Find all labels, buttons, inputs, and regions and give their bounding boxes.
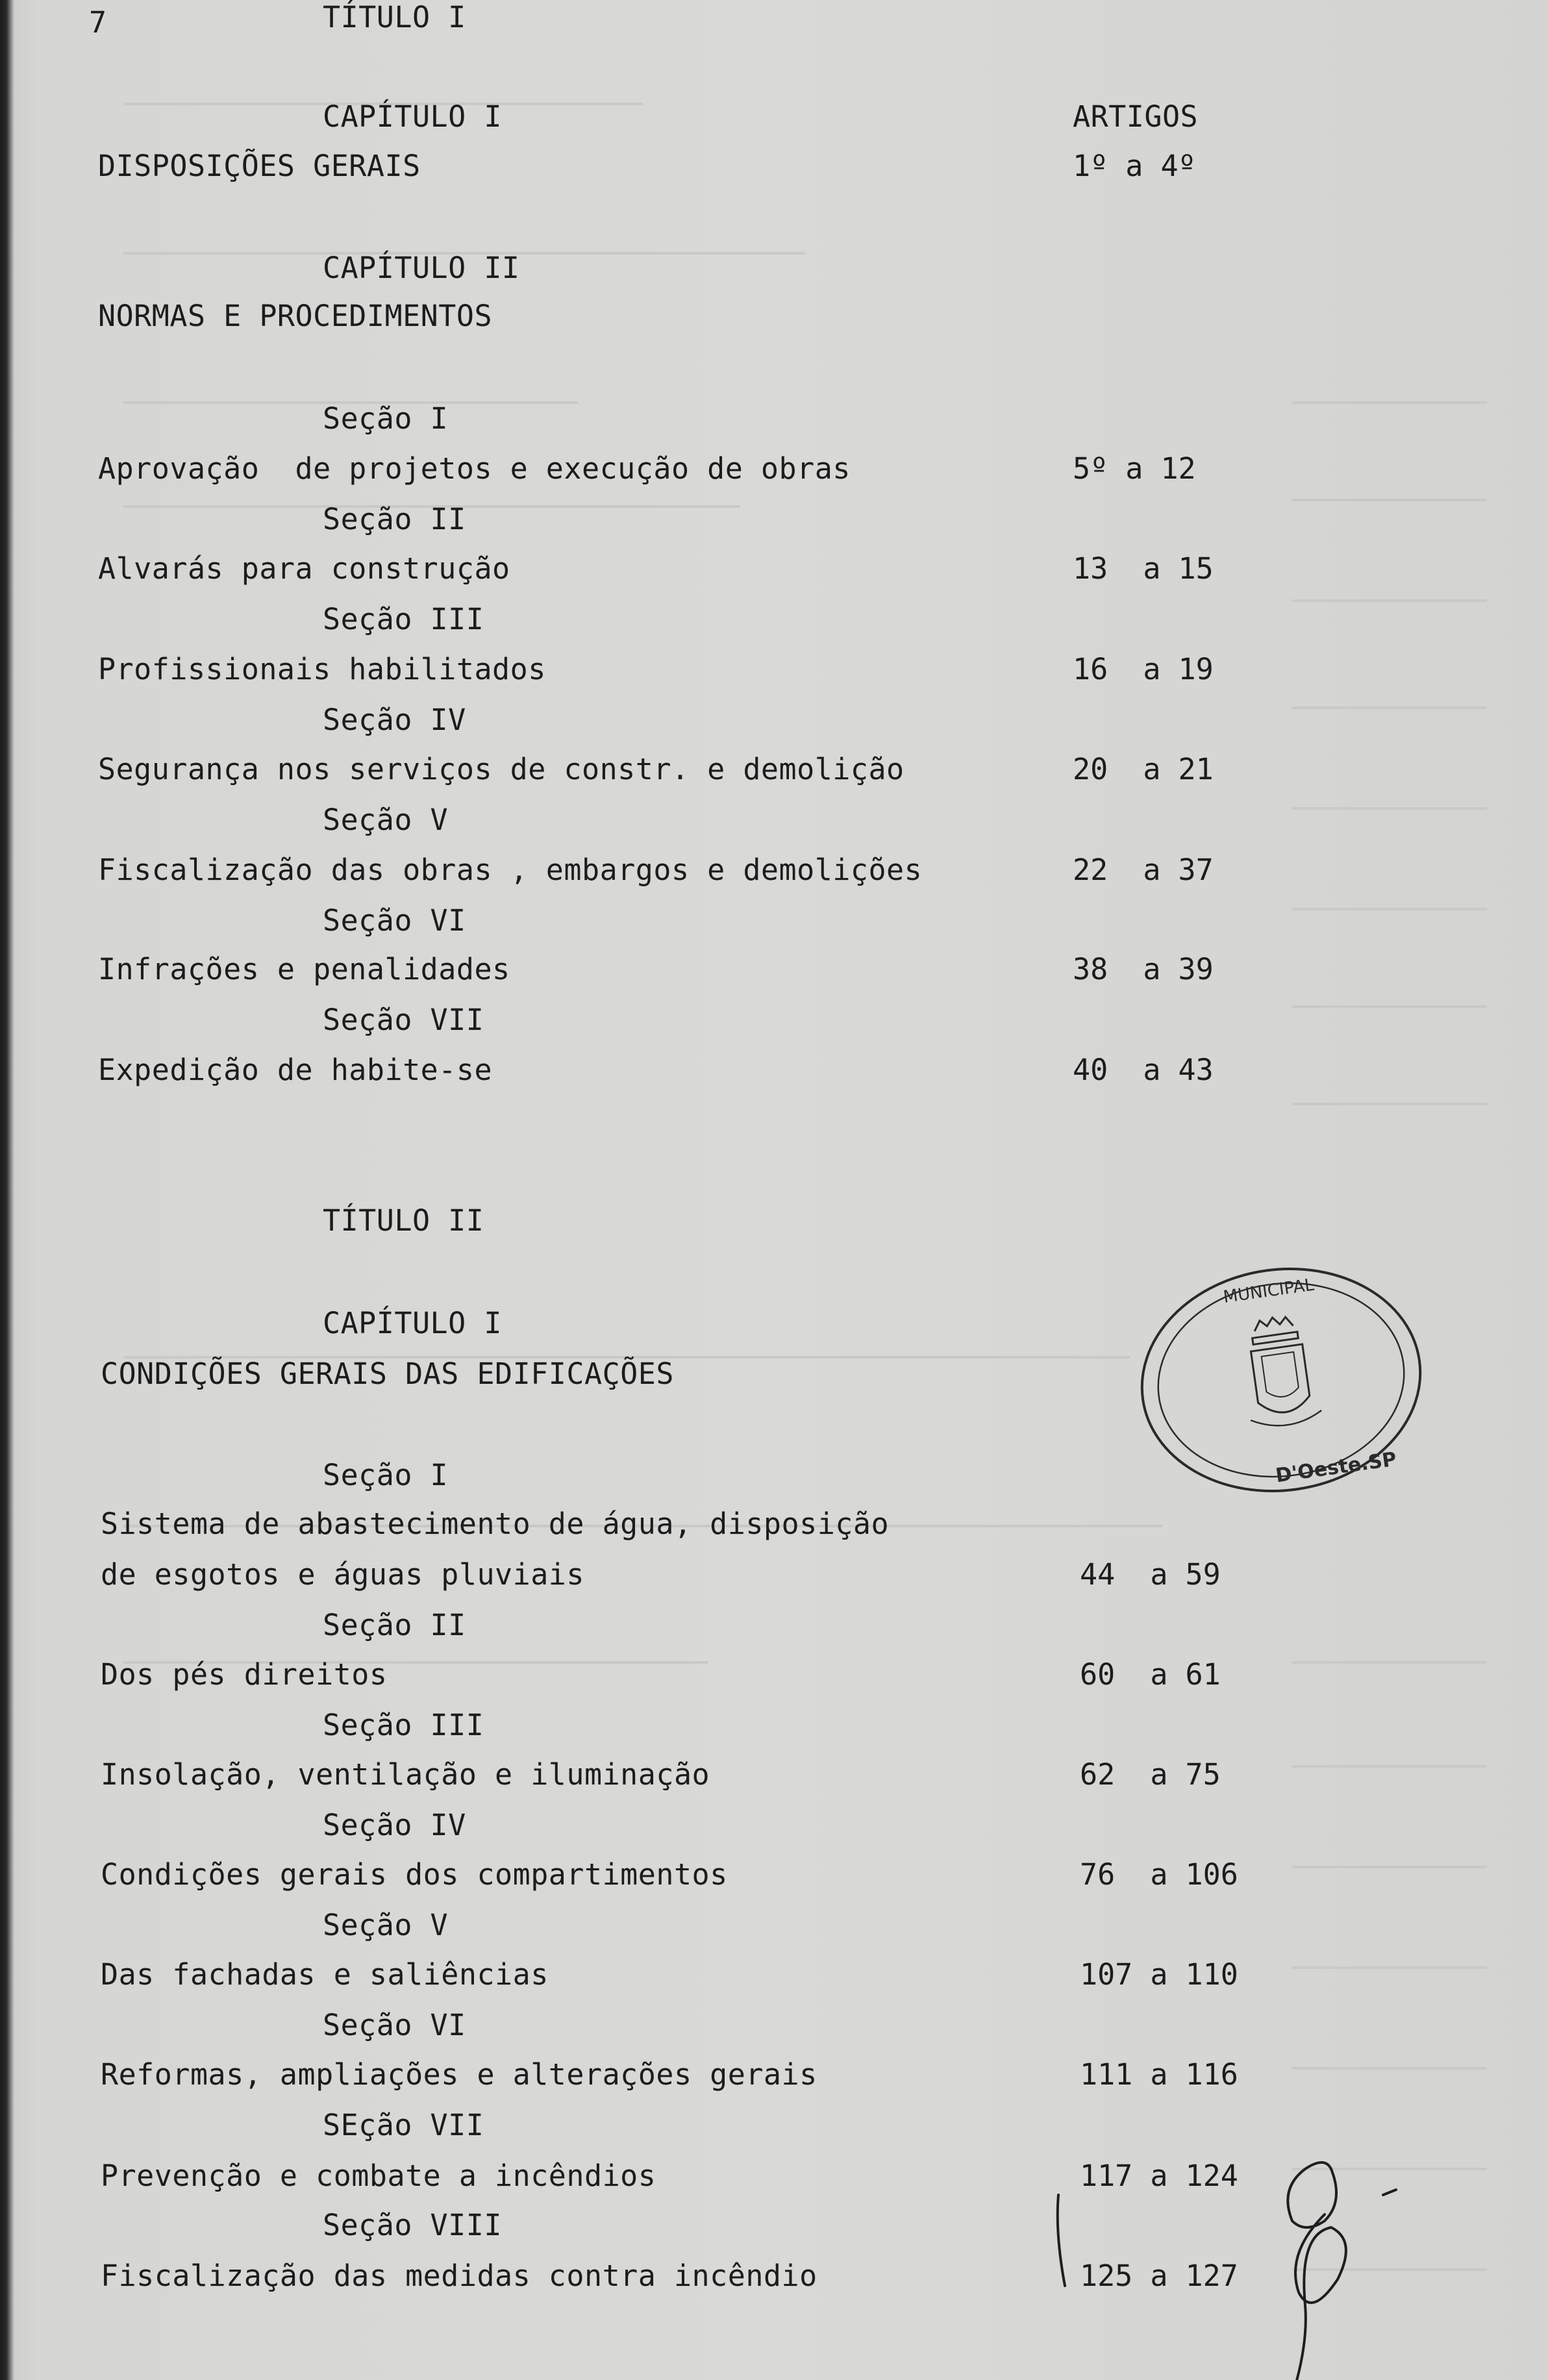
t2-secao-range: 125 a 127	[1080, 2259, 1238, 2293]
t1-secao-title: Aprovação de projetos e execução de obras	[98, 451, 851, 486]
t1-secao-heading: Seção VII	[323, 1003, 484, 1037]
handwritten-signature	[1000, 2143, 1454, 2380]
t2-secao-range: 107 a 110	[1080, 1957, 1238, 1992]
t2-secao-heading: Seção V	[323, 1908, 449, 1942]
t2-secao-heading: Seção II	[323, 1608, 466, 1642]
t1-secao-heading: Seção V	[323, 803, 449, 837]
t1-secao-range: 13 a 15	[1073, 551, 1214, 586]
titulo-2-heading: TÍTULO II	[323, 1203, 484, 1238]
t2-secao-heading: SEção VII	[323, 2108, 484, 2142]
t1-secao-heading: Seção I	[323, 401, 449, 436]
t1-secao-range: 22 a 37	[1073, 853, 1214, 887]
t1-secao-title: Alvarás para construção	[98, 551, 510, 586]
svg-text:MUNICIPAL: MUNICIPAL	[1222, 1275, 1316, 1307]
articles-column-header: ARTIGOS	[1073, 99, 1199, 134]
t1-secao-range: 38 a 39	[1073, 952, 1214, 986]
t1-secao-heading: Seção III	[323, 602, 484, 636]
t1-secao-title: Segurança nos serviços de constr. e demolição	[98, 752, 905, 786]
titulo-1-heading: TÍTULO I	[323, 0, 466, 34]
t2-secao-heading: Seção VI	[323, 2008, 466, 2042]
t2-secao-title-line2: de esgotos e águas pluviais	[101, 1557, 584, 1592]
t1-secao-title: Expedição de habite-se	[98, 1053, 493, 1087]
t2-secao-title: Prevenção e combate a incêndios	[101, 2159, 656, 2193]
t1-capitulo-2-title: NORMAS E PROCEDIMENTOS	[98, 299, 493, 333]
t2-secao-heading: Seção III	[323, 1708, 484, 1742]
t1-capitulo-1-heading: CAPÍTULO I	[323, 99, 502, 134]
t1-secao-range: 20 a 21	[1073, 752, 1214, 786]
t1-secao-heading: Seção II	[323, 502, 466, 536]
t1-secao-heading: Seção IV	[323, 703, 466, 737]
t2-secao-title: Fiscalização das medidas contra incêndio	[101, 2259, 818, 2293]
t2-secao-range: 117 a 124	[1080, 2159, 1238, 2193]
t1-capitulo-1-title: DISPOSIÇÕES GERAIS	[98, 149, 421, 183]
t1-secao-heading: Seção VI	[323, 903, 466, 938]
official-seal-stamp	[1129, 1257, 1434, 1503]
t2-secao-heading: Seção IV	[323, 1808, 466, 1842]
t2-secao-title: Insolação, ventilação e iluminação	[101, 1757, 710, 1792]
t2-secao-title: Dos pés direitos	[101, 1657, 388, 1692]
t2-secao-heading: Seção I	[323, 1458, 449, 1492]
t2-secao-title-line1: Sistema de abastecimento de água, disposição	[101, 1507, 890, 1541]
t1-capitulo-1-range: 1º a 4º	[1073, 149, 1196, 183]
t1-secao-range: 40 a 43	[1073, 1053, 1214, 1087]
t2-secao-title: Condições gerais dos compartimentos	[101, 1857, 728, 1892]
page-number: 7	[89, 5, 107, 40]
t2-capitulo-1-title: CONDIÇÕES GERAIS DAS EDIFICAÇÕES	[101, 1357, 674, 1391]
t2-secao-title: Reformas, ampliações e alterações gerais	[101, 2057, 818, 2092]
svg-text:D'Oeste.SP: D'Oeste.SP	[1274, 1447, 1398, 1488]
t2-secao-range: 76 a 106	[1080, 1857, 1238, 1892]
t1-secao-title: Fiscalização das obras , embargos e demolições	[98, 853, 923, 887]
t2-capitulo-1-heading: CAPÍTULO I	[323, 1306, 502, 1340]
t1-secao-range: 5º a 12	[1073, 451, 1196, 486]
t2-secao-range: 44 a 59	[1080, 1557, 1221, 1592]
t2-secao-range: 62 a 75	[1080, 1757, 1221, 1792]
t2-secao-range: 111 a 116	[1080, 2057, 1238, 2092]
t1-secao-range: 16 a 19	[1073, 652, 1214, 686]
t2-secao-range: 60 a 61	[1080, 1657, 1221, 1692]
t2-secao-title: Das fachadas e saliências	[101, 1957, 549, 1992]
t2-secao-heading: Seção VIII	[323, 2208, 502, 2242]
t1-secao-title: Profissionais habilitados	[98, 652, 546, 686]
t1-secao-title: Infrações e penalidades	[98, 952, 510, 986]
t1-capitulo-2-heading: CAPÍTULO II	[323, 251, 520, 285]
